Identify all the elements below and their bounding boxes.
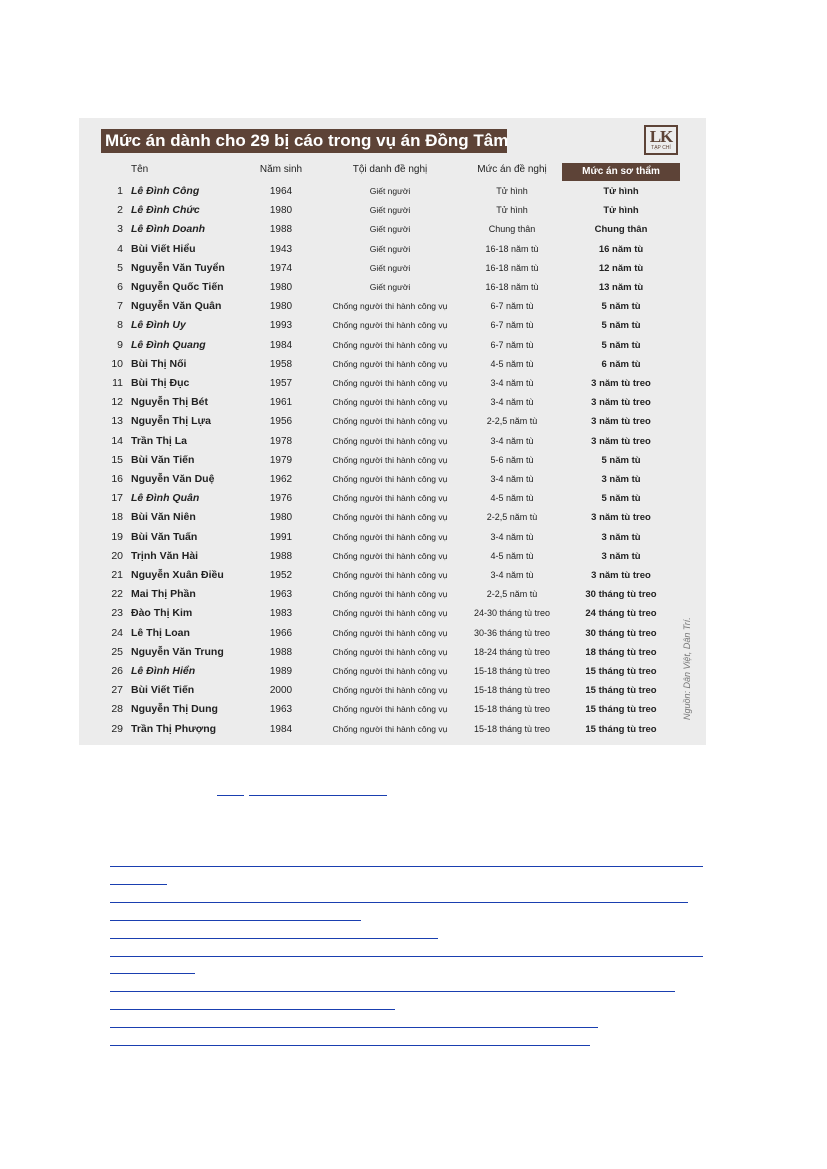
birth-year: 1976 xyxy=(269,493,293,505)
proposed-sentence: 3-4 năm tù xyxy=(490,397,534,408)
proposed-charge: Giết người xyxy=(369,262,411,273)
proposed-sentence: 15-18 tháng tù treo xyxy=(473,685,551,696)
table-row xyxy=(79,220,706,239)
table-row xyxy=(79,470,706,489)
first-instance-sentence: Tử hình xyxy=(603,186,639,197)
proposed-sentence: 3-4 năm tù xyxy=(490,531,534,542)
defendant-name: Trịnh Văn Hài xyxy=(131,549,199,562)
table-row xyxy=(79,528,706,547)
birth-year: 1993 xyxy=(269,320,293,332)
row-number: 28 xyxy=(111,703,123,716)
birth-year: 1958 xyxy=(269,358,293,370)
link-underline[interactable] xyxy=(110,1009,395,1010)
logo-subtitle: TẠP CHÍ xyxy=(651,145,671,151)
proposed-sentence: 3-4 năm tù xyxy=(490,435,534,446)
proposed-charge: Chống người thi hành công vụ xyxy=(332,666,448,676)
defendant-name: Nguyễn Quốc Tiến xyxy=(131,281,224,293)
table-row xyxy=(79,297,706,316)
row-number: 27 xyxy=(111,684,123,697)
defendant-name: Nguyễn Thị Bét xyxy=(131,396,209,409)
row-number: 7 xyxy=(117,300,123,313)
defendant-name: Lê Đình Hiển xyxy=(131,665,196,677)
link-underline[interactable] xyxy=(110,884,167,885)
proposed-sentence: 15-18 tháng tù treo xyxy=(473,704,551,715)
proposed-charge: Chống người thi hành công vụ xyxy=(332,301,448,312)
defendant-name: Bùi Văn Tuấn xyxy=(131,530,198,543)
birth-year: 1988 xyxy=(269,550,293,562)
table-row xyxy=(79,643,706,662)
defendant-name: Bùi Thị Nối xyxy=(131,357,187,370)
proposed-charge: Giết người xyxy=(369,243,411,254)
birth-year: 1991 xyxy=(269,531,293,543)
row-number: 14 xyxy=(111,434,123,447)
first-instance-sentence: 12 năm tù xyxy=(598,262,644,274)
proposed-sentence: 5-6 năm tù xyxy=(490,454,534,465)
table-row xyxy=(79,393,706,412)
birth-year: 1964 xyxy=(269,186,293,197)
table-row xyxy=(79,451,706,470)
table-row xyxy=(79,259,706,278)
logo-mark: LK xyxy=(649,127,673,146)
table-row xyxy=(79,662,706,681)
proposed-charge: Chống người thi hành công vụ xyxy=(332,378,448,388)
defendant-name: Nguyễn Thị Dung xyxy=(131,703,218,716)
defendant-name: Lê Đình Doanh xyxy=(131,223,206,236)
first-instance-sentence: 30 tháng tù treo xyxy=(585,589,657,601)
proposed-sentence: 2-2,5 năm tù xyxy=(486,416,538,427)
birth-year: 1988 xyxy=(269,646,293,658)
magazine-logo xyxy=(644,125,678,155)
table-row xyxy=(79,489,706,508)
birth-year: 1984 xyxy=(269,723,293,735)
header-name: Tên xyxy=(131,164,149,175)
birth-year: 1980 xyxy=(269,282,293,293)
defendant-name: Đào Thị Kim xyxy=(131,607,193,620)
defendant-name: Lê Đình Uy xyxy=(131,319,186,332)
row-number: 8 xyxy=(117,319,123,332)
row-number: 1 xyxy=(117,185,123,197)
first-instance-sentence: 16 năm tù xyxy=(598,243,644,255)
proposed-sentence: 16-18 năm tù xyxy=(485,262,539,273)
proposed-charge: Chống người thi hành công vụ xyxy=(332,339,448,350)
defendant-name: Lê Đình Quang xyxy=(131,338,206,351)
proposed-charge: Chống người thi hành công vụ xyxy=(332,531,448,542)
proposed-sentence: 3-4 năm tù xyxy=(490,474,534,484)
link-underline[interactable] xyxy=(249,795,387,796)
link-underline[interactable] xyxy=(110,973,195,974)
first-instance-sentence: 5 năm tù xyxy=(601,320,641,332)
first-instance-sentence: 15 tháng tù treo xyxy=(585,666,657,677)
table-row xyxy=(79,508,706,527)
table-row xyxy=(79,374,706,393)
first-instance-sentence: 5 năm tù xyxy=(601,301,641,313)
proposed-charge: Chống người thi hành công vụ xyxy=(332,512,448,523)
proposed-charge: Chống người thi hành công vụ xyxy=(332,320,448,331)
link-underline[interactable] xyxy=(217,795,244,796)
first-instance-sentence: Tử hình xyxy=(603,205,639,217)
defendant-name: Bùi Viết Tiến xyxy=(131,684,195,697)
birth-year: 1974 xyxy=(269,262,293,274)
proposed-charge: Chống người thi hành công vụ xyxy=(332,704,448,715)
table-row xyxy=(79,278,706,297)
infographic-title: Mức án dành cho 29 bị cáo trong vụ án Đồng Tâm xyxy=(101,129,507,153)
row-number: 11 xyxy=(112,377,123,389)
defendant-name: Mai Thị Phần xyxy=(131,588,196,601)
table-row xyxy=(79,201,706,220)
proposed-charge: Chống người thi hành công vụ xyxy=(332,589,448,600)
header-proposed: Mức án đề nghị xyxy=(477,164,547,175)
source-note: Nguồn: Dân Việt, Dân Trí. xyxy=(682,617,692,720)
first-instance-sentence: 6 năm tù xyxy=(601,358,641,370)
defendant-name: Nguyễn Văn Trung xyxy=(131,645,224,658)
first-instance-sentence: Chung thân xyxy=(594,224,648,236)
proposed-charge: Giết người xyxy=(369,282,411,292)
birth-year: 1961 xyxy=(269,397,293,409)
proposed-charge: Chống người thi hành công vụ xyxy=(332,454,448,465)
defendant-name: Nguyễn Văn Duệ xyxy=(131,473,215,485)
row-number: 13 xyxy=(111,415,123,428)
header-sentence: Mức án sơ thẩm xyxy=(562,163,680,181)
row-number: 12 xyxy=(111,396,123,409)
proposed-sentence: 2-2,5 năm tù xyxy=(486,512,538,523)
row-number: 20 xyxy=(111,549,123,562)
first-instance-sentence: 13 năm tù xyxy=(598,282,644,293)
link-underline[interactable] xyxy=(110,1027,598,1028)
row-number: 22 xyxy=(111,588,123,601)
proposed-sentence: 24-30 tháng tù treo xyxy=(473,608,551,619)
row-number: 15 xyxy=(111,453,123,466)
first-instance-sentence: 3 năm tù treo xyxy=(591,416,651,428)
table-row xyxy=(79,624,706,643)
defendant-name: Trần Thị La xyxy=(131,434,188,447)
table-row xyxy=(79,720,706,739)
birth-year: 2000 xyxy=(269,685,293,697)
row-number: 23 xyxy=(111,607,123,620)
link-underline[interactable] xyxy=(110,902,688,903)
row-number: 2 xyxy=(117,204,123,217)
birth-year: 1966 xyxy=(269,627,293,639)
first-instance-sentence: 3 năm tù treo xyxy=(591,512,651,524)
table-row xyxy=(79,182,706,201)
row-number: 9 xyxy=(117,338,123,351)
link-underline[interactable] xyxy=(110,938,438,939)
proposed-sentence: 16-18 năm tù xyxy=(485,282,539,292)
table-row xyxy=(79,316,706,335)
first-instance-sentence: 3 năm tù xyxy=(601,531,641,543)
proposed-sentence: 16-18 năm tù xyxy=(485,243,539,254)
proposed-sentence: 4-5 năm tù xyxy=(490,358,534,369)
row-number: 16 xyxy=(111,473,123,485)
proposed-charge: Chống người thi hành công vụ xyxy=(332,550,448,561)
first-instance-sentence: 5 năm tù xyxy=(601,493,641,505)
table-row xyxy=(79,566,706,585)
table-row xyxy=(79,432,706,451)
row-number: 3 xyxy=(117,223,123,236)
birth-year: 1963 xyxy=(269,704,293,716)
defendant-name: Nguyễn Văn Tuyển xyxy=(131,261,225,274)
header-charge: Tội danh đề nghị xyxy=(352,164,428,175)
defendant-name: Lê Thị Loan xyxy=(131,626,190,639)
row-number: 10 xyxy=(111,357,123,370)
row-number: 17 xyxy=(111,492,123,505)
proposed-sentence: 15-18 tháng tù treo xyxy=(473,666,551,676)
proposed-charge: Chống người thi hành công vụ xyxy=(332,416,448,427)
proposed-charge: Chống người thi hành công vụ xyxy=(332,397,448,408)
proposed-charge: Chống người thi hành công vụ xyxy=(332,474,448,484)
proposed-charge: Chống người thi hành công vụ xyxy=(332,608,448,619)
proposed-charge: Chống người thi hành công vụ xyxy=(332,570,448,580)
defendant-name: Nguyễn Văn Quân xyxy=(131,300,222,313)
first-instance-sentence: 5 năm tù xyxy=(601,339,641,351)
birth-year: 1980 xyxy=(269,205,293,217)
birth-year: 1984 xyxy=(269,339,293,351)
proposed-sentence: 6-7 năm tù xyxy=(490,301,534,312)
table-row xyxy=(79,240,706,259)
row-number: 21 xyxy=(111,569,123,581)
birth-year: 1956 xyxy=(269,416,293,428)
defendant-name: Trần Thị Phượng xyxy=(131,722,217,735)
proposed-charge: Chống người thi hành công vụ xyxy=(332,627,448,638)
defendant-name: Lê Đình Công xyxy=(131,185,200,197)
link-underline[interactable] xyxy=(110,866,703,867)
row-number: 19 xyxy=(111,530,123,543)
first-instance-sentence: 3 năm tù treo xyxy=(591,397,651,409)
row-number: 24 xyxy=(111,626,123,639)
row-number: 18 xyxy=(111,511,123,524)
birth-year: 1962 xyxy=(269,474,293,485)
proposed-charge: Chống người thi hành công vụ xyxy=(332,435,448,446)
defendant-name: Bùi Thị Đục xyxy=(131,377,190,389)
proposed-charge: Giết người xyxy=(369,224,411,235)
birth-year: 1978 xyxy=(269,435,293,447)
proposed-sentence: 18-24 tháng tù treo xyxy=(473,646,551,657)
row-number: 5 xyxy=(117,261,123,274)
sentencing-infographic xyxy=(79,118,706,745)
table-row xyxy=(79,355,706,374)
proposed-sentence: 4-5 năm tù xyxy=(490,493,534,504)
table-row xyxy=(79,547,706,566)
proposed-charge: Chống người thi hành công vụ xyxy=(332,685,448,696)
proposed-sentence: 15-18 tháng tù treo xyxy=(473,723,551,734)
birth-year: 1952 xyxy=(269,570,293,581)
proposed-sentence: 6-7 năm tù xyxy=(490,339,534,350)
birth-year: 1963 xyxy=(269,589,293,601)
first-instance-sentence: 30 tháng tù treo xyxy=(585,627,657,639)
link-underline[interactable] xyxy=(110,1045,590,1046)
first-instance-sentence: 24 tháng tù treo xyxy=(585,608,657,620)
proposed-charge: Chống người thi hành công vụ xyxy=(332,723,448,734)
birth-year: 1989 xyxy=(269,666,293,677)
birth-year: 1980 xyxy=(269,301,293,313)
proposed-sentence: 2-2,5 năm tù xyxy=(486,589,538,600)
link-underline[interactable] xyxy=(110,956,703,957)
row-number: 6 xyxy=(117,281,123,293)
first-instance-sentence: 15 tháng tù treo xyxy=(585,685,657,697)
defendant-name: Nguyễn Xuân Điều xyxy=(131,569,224,581)
proposed-charge: Chống người thi hành công vụ xyxy=(332,493,448,504)
proposed-charge: Giết người xyxy=(369,186,411,196)
row-number: 26 xyxy=(111,665,123,677)
table-row xyxy=(79,585,706,604)
proposed-sentence: 4-5 năm tù xyxy=(490,550,534,561)
proposed-sentence: Tử hình xyxy=(496,186,528,196)
defendant-name: Lê Đình Chức xyxy=(131,204,200,217)
first-instance-sentence: 3 năm tù treo xyxy=(591,435,651,447)
birth-year: 1957 xyxy=(269,378,293,389)
defendant-name: Nguyễn Thị Lựa xyxy=(131,415,211,428)
birth-year: 1988 xyxy=(269,224,293,236)
table-row xyxy=(79,336,706,355)
link-underline[interactable] xyxy=(110,920,361,921)
table-row xyxy=(79,700,706,719)
first-instance-sentence: 18 tháng tù treo xyxy=(585,646,657,658)
defendant-name: Lê Đình Quân xyxy=(131,492,200,505)
birth-year: 1979 xyxy=(269,454,293,466)
defendant-name: Bùi Văn Niên xyxy=(131,511,196,524)
first-instance-sentence: 3 năm tù xyxy=(601,550,641,562)
table-row xyxy=(79,412,706,431)
first-instance-sentence: 15 tháng tù treo xyxy=(585,704,657,716)
link-underline[interactable] xyxy=(110,991,675,992)
birth-year: 1980 xyxy=(269,512,293,524)
table-row xyxy=(79,681,706,700)
table-row xyxy=(79,604,706,623)
row-number: 4 xyxy=(117,242,123,255)
birth-year: 1983 xyxy=(269,608,293,620)
header-year: Năm sinh xyxy=(259,164,303,175)
first-instance-sentence: 5 năm tù xyxy=(601,454,641,466)
proposed-sentence: 6-7 năm tù xyxy=(490,320,534,331)
first-instance-sentence: 3 năm tù xyxy=(601,474,641,485)
first-instance-sentence: 15 tháng tù treo xyxy=(585,723,657,735)
proposed-sentence: Chung thân xyxy=(488,224,536,235)
row-number: 29 xyxy=(111,722,123,735)
defendant-name: Bùi Viết Hiểu xyxy=(131,242,196,255)
proposed-charge: Chống người thi hành công vụ xyxy=(332,358,448,369)
proposed-sentence: Tử hình xyxy=(496,205,528,216)
proposed-sentence: 30-36 tháng tù treo xyxy=(473,627,551,638)
birth-year: 1943 xyxy=(269,243,293,255)
first-instance-sentence: 3 năm tù treo xyxy=(591,570,651,581)
first-instance-sentence: 3 năm tù treo xyxy=(591,378,651,389)
proposed-charge: Chống người thi hành công vụ xyxy=(332,646,448,657)
proposed-charge: Giết người xyxy=(369,205,411,216)
proposed-sentence: 3-4 năm tù xyxy=(490,378,534,388)
defendant-name: Bùi Văn Tiến xyxy=(131,453,195,466)
proposed-sentence: 3-4 năm tù xyxy=(490,570,534,580)
row-number: 25 xyxy=(111,645,123,658)
